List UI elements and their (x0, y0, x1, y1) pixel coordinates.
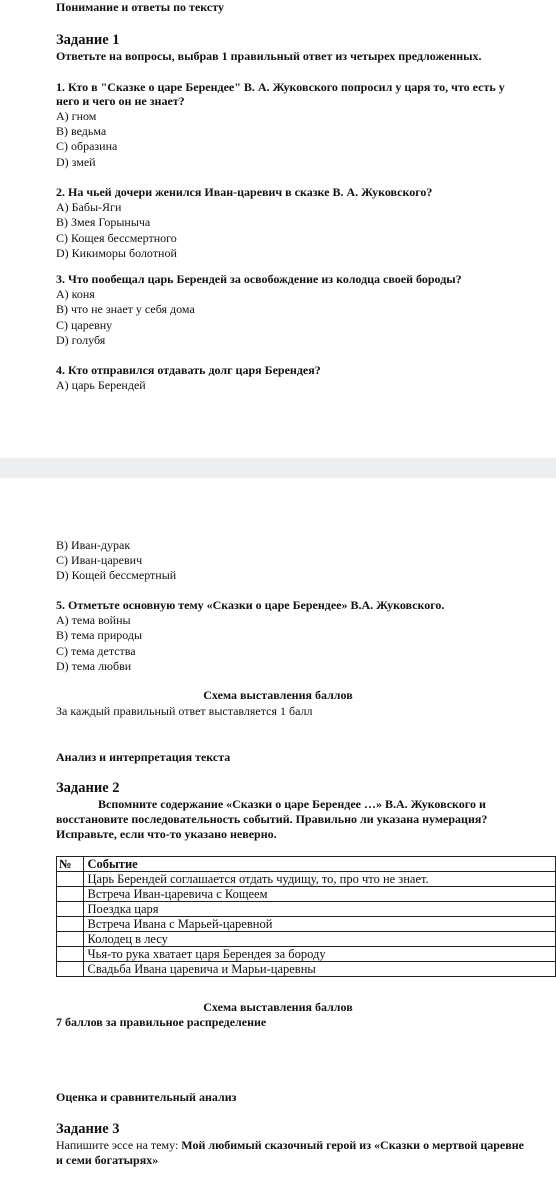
task3-prompt-line-1 (56, 1138, 524, 1153)
q5-option-d: D) тема любви (56, 659, 132, 673)
task2-title: Задание 2 (56, 780, 120, 796)
q4-option-c: С) Иван-царевич (56, 553, 143, 567)
table-row (57, 932, 556, 947)
table-row (57, 872, 556, 887)
q1-option-b: В) ведьма (56, 124, 107, 138)
q5-option-c: С) тема детства (56, 644, 136, 658)
q1-option-d: D) змей (56, 155, 96, 169)
table-row (57, 887, 556, 902)
question-4: 4. Кто отправился отдавать долг царя Берендея? (56, 363, 321, 377)
page-separator (0, 458, 556, 478)
q4-option-d: D) Кощей бессмертный (56, 568, 177, 582)
q4-option-a: А) царь Берендей (56, 378, 146, 392)
table-row (57, 962, 556, 977)
table-header-event: Событие (83, 857, 555, 872)
q5-option-b: В) тема природы (56, 628, 143, 642)
question-3: 3. Что пообещал царь Берендей за освобождение из колодца своей бороды? (56, 272, 462, 286)
task2-scoring-title: Схема выставления баллов (203, 1000, 353, 1014)
table-cell-number[interactable] (57, 962, 84, 977)
q3-option-b: В) что не знает у себя дома (56, 302, 195, 316)
table-cell-event: Чья-то рука хватает царя Берендея за бороду (83, 947, 555, 962)
table-row (57, 902, 556, 917)
task1-title: Задание 1 (56, 32, 120, 48)
task2-instruction-line-1: Вспомните содержание «Сказки о царе Берендее …» В.А. Жуковского и (98, 797, 486, 811)
section-heading: Понимание и ответы по тексту (56, 0, 224, 14)
document-page-1 (0, 0, 556, 458)
q2-option-d: D) Кикиморы болотной (56, 246, 177, 260)
table-cell-number[interactable] (57, 872, 84, 887)
task2-instruction-line-3: Исправьте, если что-то указано неверно. (56, 827, 277, 841)
task1-scoring-text: За каждый правильный ответ выставляется 1 балл (56, 704, 313, 718)
task3-title: Задание 3 (56, 1121, 120, 1137)
task3-prompt-line-2: и семи богатырях» (56, 1153, 159, 1167)
q3-option-c: С) царевну (56, 318, 113, 332)
table-cell-event: Свадьба Ивана царевича и Марьи-царевны (83, 962, 555, 977)
q4-option-b: В) Иван-дурак (56, 538, 131, 552)
question-2: 2. На чьей дочери женился Иван-царевич в сказке В. А. Жуковского? (56, 185, 433, 199)
table-cell-event: Поездка царя (83, 902, 555, 917)
table-cell-event: Колодец в лесу (83, 932, 555, 947)
section-2-heading: Анализ и интерпретация текста (56, 750, 231, 764)
q2-option-a: А) Бабы-Яги (56, 200, 122, 214)
q3-option-d: D) голубя (56, 333, 106, 347)
q1-option-a: А) гном (56, 109, 97, 123)
task3-prompt-topic: Мой любимый сказочный герой из «Сказки о мертвой царевне (181, 1138, 524, 1152)
q2-option-c: С) Кощея бессмертного (56, 231, 177, 245)
table-cell-event: Встреча Иван-царевича с Кощеем (83, 887, 555, 902)
section-3-heading: Оценка и сравнительный анализ (56, 1090, 237, 1104)
table-cell-number[interactable] (57, 902, 84, 917)
table-cell-number[interactable] (57, 917, 84, 932)
q3-option-a: А) коня (56, 287, 95, 301)
question-1-line-1: 1. Кто в "Сказке о царе Берендее" В. А. Жуковского попросил у царя то, что есть у (56, 80, 505, 94)
table-header-number: № (57, 857, 84, 872)
question-1-line-2: него и чего он не знает? (56, 94, 185, 108)
task1-scoring-title: Схема выставления баллов (203, 688, 353, 702)
document-page-2 (0, 478, 556, 1181)
table-row (57, 917, 556, 932)
task3-prompt-plain: Напишите эссе на тему: (56, 1138, 182, 1152)
table-row (57, 947, 556, 962)
task2-scoring-text: 7 баллов за правильное распределение (56, 1015, 267, 1029)
task1-instruction: Ответьте на вопросы, выбрав 1 правильный ответ из четырех предложенных. (56, 49, 482, 63)
table-cell-event: Царь Берендей соглашается отдать чудищу, то, про что не знает. (83, 872, 555, 887)
q5-option-a: А) тема войны (56, 613, 131, 627)
table-header-row (57, 857, 556, 872)
task2-instruction-line-2: восстановите последовательность событий. Правильно ли указана нумерация? (56, 812, 488, 826)
table-cell-number[interactable] (57, 947, 84, 962)
table-cell-number[interactable] (57, 887, 84, 902)
question-5: 5. Отметьте основную тему «Сказки о царе Берендее» В.А. Жуковского. (56, 598, 445, 612)
q2-option-b: В) Змея Горыныча (56, 215, 151, 229)
table-cell-event: Встреча Ивана с Марьей-царевной (83, 917, 555, 932)
q1-option-c: С) образина (56, 139, 118, 153)
table-cell-number[interactable] (57, 932, 84, 947)
events-table (56, 856, 556, 977)
